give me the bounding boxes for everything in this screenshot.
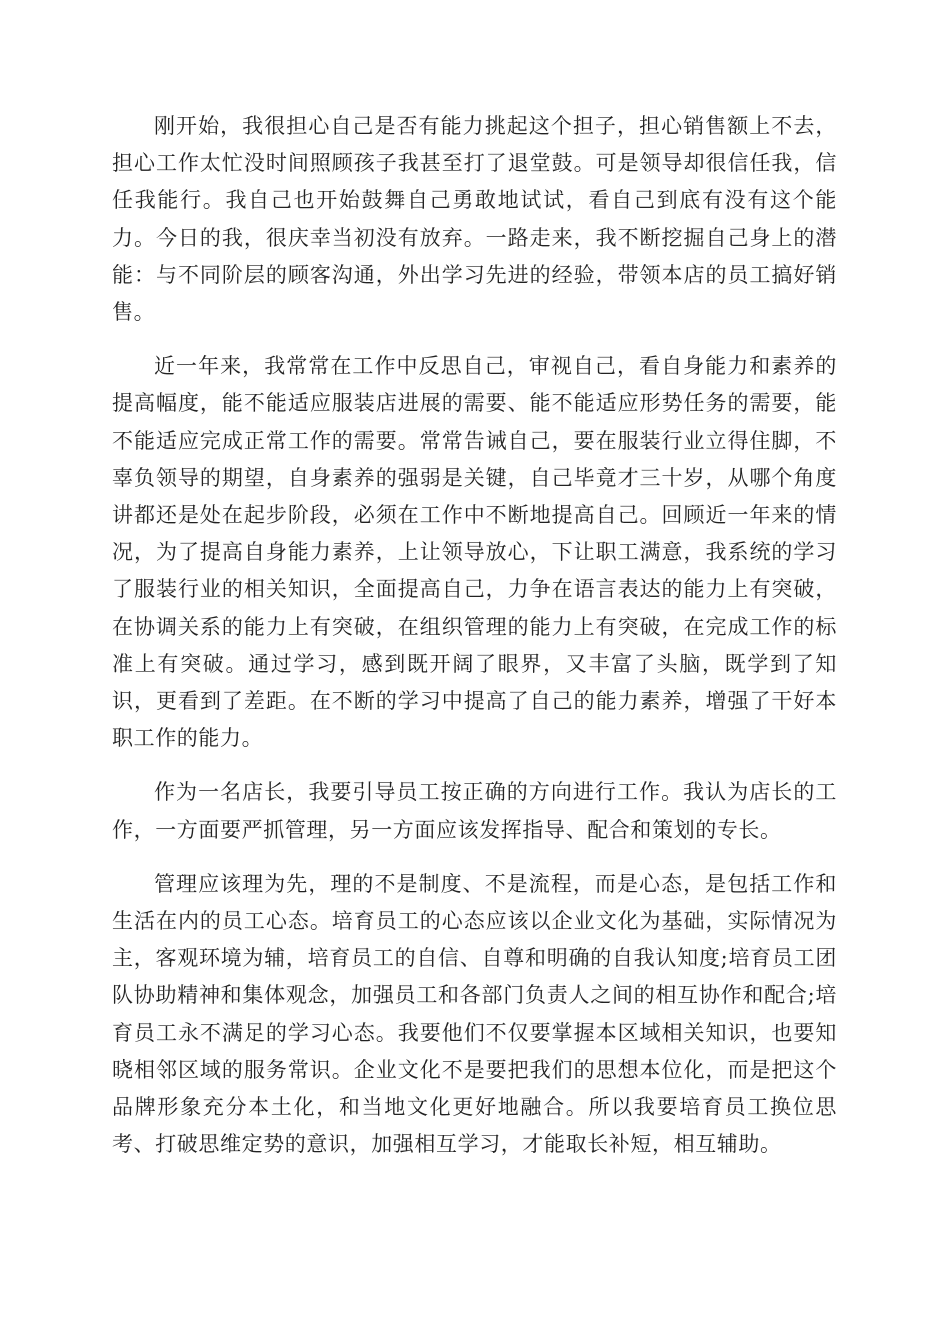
document-body	[112, 108, 837, 1180]
paragraph-3: 作为一名店长，我要引导员工按正确的方向进行工作。我认为店长的工作，一方面要严抓管理，另一方面应该发挥指导、配合和策划的专长。	[112, 780, 837, 842]
paragraph-4: 管理应该理为先，理的不是制度、不是流程，而是心态，是包括工作和生活在内的员工心态。培育员工的心态应该以企业文化为基础，实际情况为主，客观环境为辅，培育员工的自信、自尊和明确的自我认知度;培育员工团队协助精神和集体观念，加强员工和各部门负责人之间的相互协作和配合;培育员工永不满足的学习心态。我要他们不仅要掌握本区域相关知识，也要知晓相邻区域的服务常识。企业文化不是要把我们的思想本位化，而是把这个品牌形象充分本土化，和当地文化更好地融合。所以我要培育员工换位思考、打破思维定势的意识，加强相互学习，才能取长补短，相互辅助。	[112, 871, 837, 1157]
paragraph-1: 刚开始，我很担心自己是否有能力挑起这个担子，担心销售额上不去，担心工作太忙没时间照顾孩子我甚至打了退堂鼓。可是领导却很信任我，信任我能行。我自己也开始鼓舞自己勇敢地试试，看自己到底有没有这个能力。今日的我，很庆幸当初没有放弃。一路走来，我不断挖掘自己身上的潜能：与不同阶层的顾客沟通，外出学习先进的经验，带领本店的员工搞好销售。	[112, 114, 837, 325]
paragraph-2: 近一年来，我常常在工作中反思自己，审视自己，看自身能力和素养的提高幅度，能不能适应服装店进展的需要、能不能适应形势任务的需要，能不能适应完成正常工作的需要。常常告诫自己，要在服装行业立得住脚，不辜负领导的期望，自身素养的强弱是关键，自己毕竟才三十岁，从哪个角度讲都还是处在起步阶段，必须在工作中不断地提高自己。回顾近一年来的情况，为了提高自身能力素养，上让领导放心，下让职工满意，我系统的学习了服装行业的相关知识，全面提高自己，力争在语言表达的能力上有突破，在协调关系的能力上有突破，在组织管理的能力上有突破，在完成工作的标准上有突破。通过学习，感到既开阔了眼界，又丰富了头脑，既学到了知识，更看到了差距。在不断的学习中提高了自己的能力素养，增强了干好本职工作的能力。	[112, 354, 837, 751]
